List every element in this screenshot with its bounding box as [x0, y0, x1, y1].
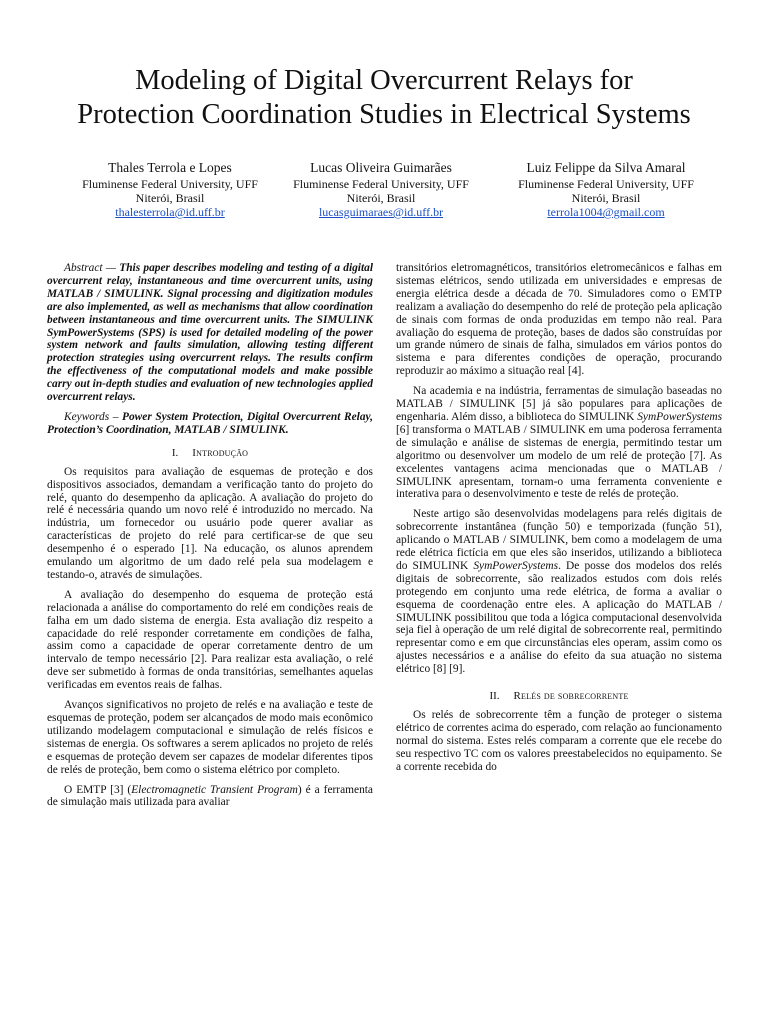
section-number: II.: [489, 690, 500, 703]
author-block-2: [271, 159, 491, 219]
author-name: Luiz Felippe da Silva Amaral: [526, 160, 686, 175]
p6-text-c: . De posse dos modelos dos relés digitais de sobrecorrente, são realizados estudos com dois relés protegendo em conjunto uma rede elétrica, de forma a avaliar o esquema de coordenação entre eles. A aplicação do MATLAB / SIMULINK possibilitou que toda a lógica computacional desenvolvida seja fiel à operação de um relé digital de sobrecorrente real, permitindo representar como e em que circunstâncias eles operam, assim como os ajustes necessários e a análise do efeito da sua atuação no sistema elétrico [8] [9].: [396, 559, 722, 676]
intro-paragraph-1: Os requisitos para avaliação de esquemas de proteção e dos dispositivos associados, demandam a verificação tanto do projeto do relé, quanto do desempenho da aplicação. A avaliação do projeto do relé é necessária quando um novo relé é introduzido no mercado. Na indústria, um fornecedor ou usuário pode querer avaliar as características de projeto do relé para certificar-se de que seu desempenho é o esperado [1]. Na educação, os alunos aprendem emulando um algoritmo de um dado relé pela sua modelagem e testando-o, através de simulações.: [47, 465, 373, 581]
emtp-text-c: ) é a ferramenta de simulação mais utilizada para avaliar: [47, 783, 373, 809]
intro-paragraph-6: [396, 508, 722, 676]
author-location: Niterói, Brasil: [135, 191, 205, 205]
p6-text-italic: SymPowerSystems: [473, 559, 559, 572]
section-heading-introduction: [47, 447, 373, 460]
keywords: [47, 411, 373, 437]
right-column: [396, 262, 722, 781]
abstract-text: This paper describes modeling and testing of a digital overcurrent relay, instantaneous and time overcurrent units, using MATLAB / SIMULINK. Signal processing and digitization modules are also implemented, as well as mechanisms that allow coordination between instantaneous and time overcurrent units. The SIMULINK SymPowerSystems (SPS) is used for detailed modeling of the power system network and faults simulation, allowing testing different protection strategies using overcurrent relays. The results confirm the effectiveness of the computational models and make possible carry out in-depth studies and evaluation of new technologies applied overcurrent relays.: [47, 262, 373, 404]
paper-title: [30, 64, 738, 132]
intro-continuation: transitórios eletromagnéticos, transitórios eletromecânicos e falhas em sistemas elétricos, sendo utilizada em universidades e empresas de energia elétrica desde a década de 70. Simuladores como o EMTP realizam a avaliação do desempenho do relé de proteção pela aplicação de sinais com formas de onda produzidas em tempo não real. Para avaliação do esquema de proteção, bases de dados são construídas por um grande número de sinais de falha, simulados em vários pontos do sistema e para diferentes condições de operação, procurando reproduzir ao máximo a situação real [4].: [396, 262, 722, 378]
author-name: Thales Terrola e Lopes: [108, 160, 232, 175]
left-column: [47, 262, 373, 816]
p5-text-italic: SymPowerSystems: [637, 410, 722, 423]
author-block-1: [60, 159, 280, 219]
intro-paragraph-4: [47, 784, 373, 810]
emtp-text-italic: Electromagnetic Transient Program: [131, 783, 298, 796]
keywords-lead: Keywords –: [64, 410, 119, 423]
title-line-1: Modeling of Digital Overcurrent Relays for: [135, 65, 633, 96]
section-title: Introdução: [192, 446, 249, 459]
intro-paragraph-3: Avanços significativos no projeto de relés e na avaliação e teste de esquemas de proteção, podem ser alcançados de modo mais econômico utilizando modelagem computacional e simulação de relés físicos e sistemas de energia. Os softwares a serem aplicados no projeto de relés e esquemas de proteção devem ser capazes de modelar diferentes tipos de relés de proteção, bem como o sistema elétrico por completo.: [47, 699, 373, 776]
author-name: Lucas Oliveira Guimarães: [310, 160, 452, 175]
title-line-2: Protection Coordination Studies in Electrical Systems: [77, 99, 691, 130]
p6-text-a: Neste artigo são desenvolvidas modelagens para relés digitais de sobrecorrente instantânea (função 50) e temporizada (função 51), aplicando o MATLAB / SIMULINK, bem como a modelagem de uma rede elétrica fictícia em que eles são inseridos, utilizando a biblioteca do SIMULINK: [396, 508, 722, 572]
section-title: Relés de sobrecorrente: [513, 690, 629, 703]
section-heading-overcurrent-relays: [396, 690, 722, 703]
author-affiliation: Fluminense Federal University, UFF: [82, 177, 258, 191]
author-affiliation: Fluminense Federal University, UFF: [293, 177, 469, 191]
author-email-link[interactable]: thalesterrola@id.uff.br: [115, 205, 225, 219]
author-location: Niterói, Brasil: [346, 191, 416, 205]
keywords-text: Power System Protection, Digital Overcurrent Relay, Protection’s Coordination, MATLAB / SIMULINK.: [47, 410, 373, 436]
author-block-3: [496, 159, 716, 219]
abstract-lead: Abstract —: [64, 262, 116, 274]
author-email-link[interactable]: lucasguimaraes@id.uff.br: [318, 205, 444, 219]
author-location: Niterói, Brasil: [571, 191, 641, 205]
intro-paragraph-2: A avaliação do desempenho do esquema de proteção está relacionada a análise do comportamento do relé em condições reais de falha em um dado sistema de energia. Esta avaliação diz respeito a capacidade do relé responder corretamente em condições de falha, assim como a capacidade de operar corretamente dentro de um intervalo de tempo necessário [2]. Para realizar esta avaliação, o relé deve ser submetido à formas de onda transitórias, semelhantes aquelas verificadas em eventos reais de falhas.: [47, 588, 373, 692]
p5-text-a: Na academia e na indústria, ferramentas de simulação baseadas no MATLAB / SIMULINK [5] já são populares para aplicações de engenharia. Além disso, a biblioteca do SIMULINK: [396, 385, 722, 423]
author-email-link[interactable]: terrola1004@gmail.com: [547, 205, 665, 219]
p5-text-c: [6] transforma o MATLAB / SIMULINK em uma poderosa ferramenta de simulação e análise de sistemas de energia, permitindo testar um algoritmo ou desenvolver um modelo de um relé de proteção [7]. As excelentes vantagens acima mencionadas que o MATLAB / SIMULINK apresentam, tornam-o uma ferramenta conveniente e interativa para o desenvolvimento e teste de relés de proteção.: [396, 423, 722, 501]
section-number: I.: [171, 446, 179, 459]
section2-paragraph-1: Os relés de sobrecorrente têm a função de proteger o sistema elétrico de correntes acima do esperado, com relação ao funcionamento normal do sistema. Estes relés comparam a corrente que ele recebe do seu respectivo TC com os valores preestabelecidos no equipamento. Se a corrente recebida do: [396, 709, 722, 773]
intro-paragraph-5: [396, 385, 722, 501]
abstract: [47, 262, 373, 404]
author-affiliation: Fluminense Federal University, UFF: [518, 177, 694, 191]
emtp-text-a: O EMTP [3] (: [64, 783, 132, 796]
